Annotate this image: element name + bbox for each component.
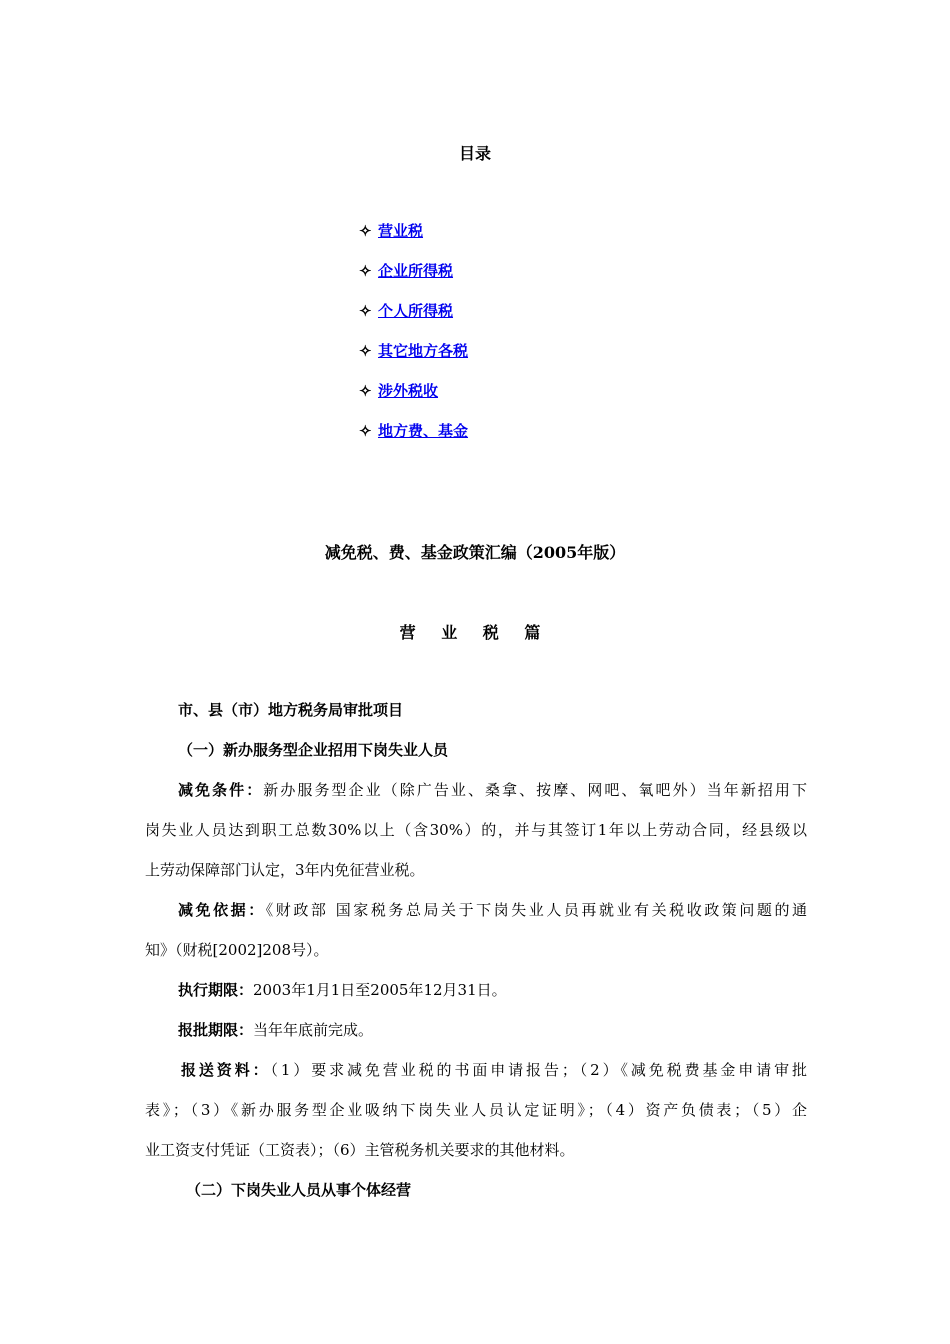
section-title: 营 业 税 篇	[399, 623, 551, 642]
docs-label: 报送资料：	[181, 1061, 271, 1079]
docs-text: （1）要求减免营业税的书面申请报告；（2）《减免税费基金申请审批	[270, 1061, 807, 1079]
toc-item-enterprise-income-tax[interactable]	[359, 260, 453, 281]
report-line	[178, 1019, 840, 1040]
period-text: 2003年1月1日至2005年12月31日。	[253, 981, 507, 999]
document-title: 减免税、费、基金政策汇编（2005年版）	[324, 543, 626, 562]
toc-item-business-tax[interactable]	[359, 220, 423, 241]
toc-link[interactable]: 个人所得税	[378, 302, 454, 320]
toc-link[interactable]: 其它地方各税	[378, 342, 469, 360]
bullet-icon: ✧	[359, 342, 372, 360]
subsection-heading: 市、县（市）地方税务局审批项目	[178, 701, 404, 719]
basis-line-2: 知》（财税[2002]208号）。	[145, 941, 329, 959]
conditions-text: 新办服务型企业（除广告业、桑拿、按摩、网吧、氧吧外）当年新招用下	[263, 781, 807, 799]
report-text: 当年年底前完成。	[253, 1021, 374, 1039]
basis-text: 《财政部 国家税务总局关于下岗失业人员再就业有关税收政策问题的通	[265, 901, 807, 919]
conditions-line-1	[178, 779, 807, 800]
docs-line-3: 业工资支付凭证（工资表）；（6）主管税务机关要求的其他材料。	[145, 1141, 575, 1159]
toc-link[interactable]: 地方费、基金	[378, 422, 469, 440]
toc-link[interactable]: 涉外税收	[378, 382, 439, 400]
toc-item-foreign-taxes[interactable]	[359, 380, 438, 401]
conditions-line-3: 上劳动保障部门认定，3年内免征营业税。	[145, 861, 425, 879]
period-line	[178, 979, 840, 1000]
report-label: 报批期限：	[178, 1021, 254, 1039]
docs-line-1	[181, 1059, 807, 1080]
conditions-line-2: 岗失业人员达到职工总数30%以上（含30%）的，并与其签订1年以上劳动合同，经县级以	[145, 821, 807, 839]
toc-link[interactable]: 营业税	[378, 222, 424, 240]
toc-title: 目录	[458, 144, 491, 163]
toc-link[interactable]: 企业所得税	[378, 262, 454, 280]
basis-line-1	[178, 899, 807, 920]
toc-item-other-local-taxes[interactable]	[359, 340, 468, 361]
bullet-icon: ✧	[359, 382, 372, 400]
item-heading: （一）新办服务型企业招用下岗失业人员	[178, 741, 449, 759]
toc-item-local-fees-funds[interactable]	[359, 420, 468, 441]
bullet-icon: ✧	[359, 222, 372, 240]
toc-item-personal-income-tax[interactable]	[359, 300, 453, 321]
docs-line-2: 表》；（3）《新办服务型企业吸纳下岗失业人员认定证明》；（4）资产负债表；（5）企	[145, 1101, 807, 1119]
item-heading-2: （二）下岗失业人员从事个体经营	[186, 1181, 412, 1199]
bullet-icon: ✧	[359, 422, 372, 440]
conditions-label: 减免条件：	[178, 781, 264, 799]
period-label: 执行期限：	[178, 981, 254, 999]
basis-label: 减免依据：	[178, 901, 266, 919]
bullet-icon: ✧	[359, 302, 372, 320]
bullet-icon: ✧	[359, 262, 372, 280]
